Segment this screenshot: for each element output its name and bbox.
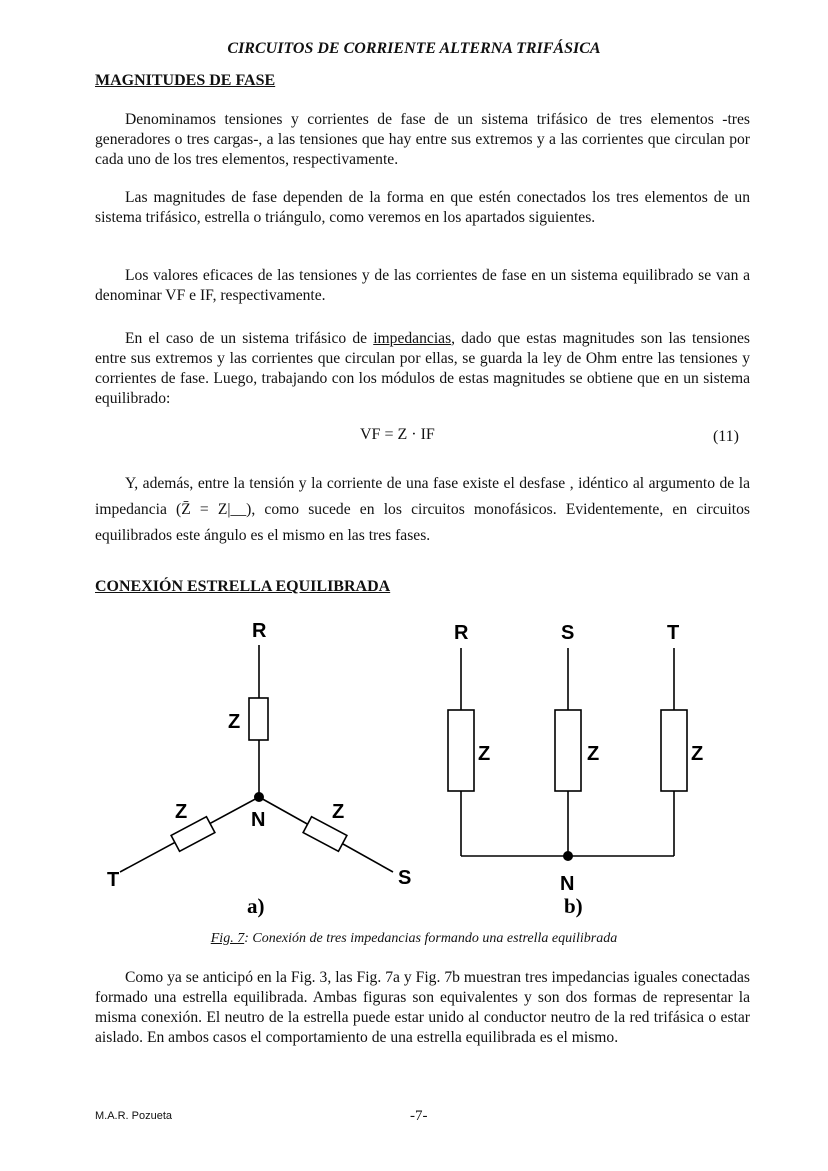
paragraph: Las magnitudes de fase dependen de la forma en que estén conectados los tres elementos de un sistema trifásico, estrella o triángulo, como veremos en los apartados siguientes. [95, 189, 750, 226]
label-Z: Z [587, 743, 600, 765]
resistor-icon [249, 698, 268, 740]
text: En el caso de un sistema trifásico de [125, 330, 374, 347]
label-T: T [107, 869, 120, 891]
neutral-node-icon [563, 851, 573, 861]
label-N: N [560, 873, 575, 895]
equation-number: (11) [712, 428, 739, 445]
label-Z: Z [691, 743, 704, 765]
label-R: R [252, 620, 267, 642]
heading-conexion-estrella: CONEXIÓN ESTRELLA EQUILIBRADA [95, 578, 391, 595]
sublabel-a: a) [247, 894, 265, 918]
label-Z: Z [228, 711, 241, 733]
footer-author: M.A.R. Pozueta [95, 1110, 173, 1122]
label-R: R [454, 622, 469, 644]
label-Z: Z [332, 801, 345, 823]
paragraph: Denominamos tensiones y corrientes de fase de un sistema trifásico de tres elementos -tres generadores o tres cargas-, a las tensiones que hay entre sus extremos y a las corrientes que circulan por cada uno de los tres elementos, respectivamente. [95, 111, 750, 168]
paragraph: Los valores eficaces de las tensiones y de las corrientes de fase en un sistema equilibrado se van a denominar VF e IF, respectivamente. [95, 267, 750, 304]
figure-ref: Fig. 7 [210, 931, 245, 946]
page-number: -7- [410, 1108, 428, 1124]
text: ), como sucede en los circuitos monofásicos. Evidentemente, en circuitos equilibrados este ángulo es el mismo en las tres fases. [95, 501, 750, 544]
label-Z: Z [175, 801, 188, 823]
label-T: T [667, 622, 680, 644]
figure-caption [0, 931, 828, 947]
neutral-node-icon [254, 792, 264, 802]
label-S: S [561, 622, 575, 644]
text: Y, además, entre la tensión y la corriente de una fase existe el desfase , idéntico al argumento de la impedancia ( [95, 475, 750, 518]
sublabel-b: b) [564, 894, 583, 918]
caption-text: : Conexión de tres impedancias formando una estrella equilibrada [244, 931, 618, 946]
paragraph: Como ya se anticipó en la Fig. 3, las Fig. 7a y Fig. 7b muestran tres impedancias iguales conectadas formado una estrella equilibrada. Ambas figuras son equivalentes y son dos formas de representar la misma conexión. El neutro de la estrella puede estar unido al conductor neutro de la red trifásica o estar aislado. En ambos casos el comportamiento de una estrella equilibrada es el mismo. [95, 969, 750, 1046]
text: , dado que estas magnitudes son las tensiones entre sus extremos y las corrientes que circulan por ellas, se guarda la ley de Ohm entre las tensiones y corrientes de fase. Luego, trabajando con los módulos de estas magnitudes se obtiene que en un sistema equilibrado: [95, 330, 750, 407]
impedance-notation: Z̄ = Z|__ [181, 501, 247, 518]
label-N: N [251, 809, 266, 831]
heading-magnitudes-fase: MAGNITUDES DE FASE [95, 72, 276, 89]
label-S: S [398, 867, 412, 889]
diagram-a [120, 645, 393, 872]
equation: VF = Z · IF [360, 426, 435, 443]
impedancias-link[interactable]: impedancias [373, 330, 452, 347]
label-Z: Z [478, 743, 491, 765]
page-title: CIRCUITOS DE CORRIENTE ALTERNA TRIFÁSICA [227, 40, 601, 57]
